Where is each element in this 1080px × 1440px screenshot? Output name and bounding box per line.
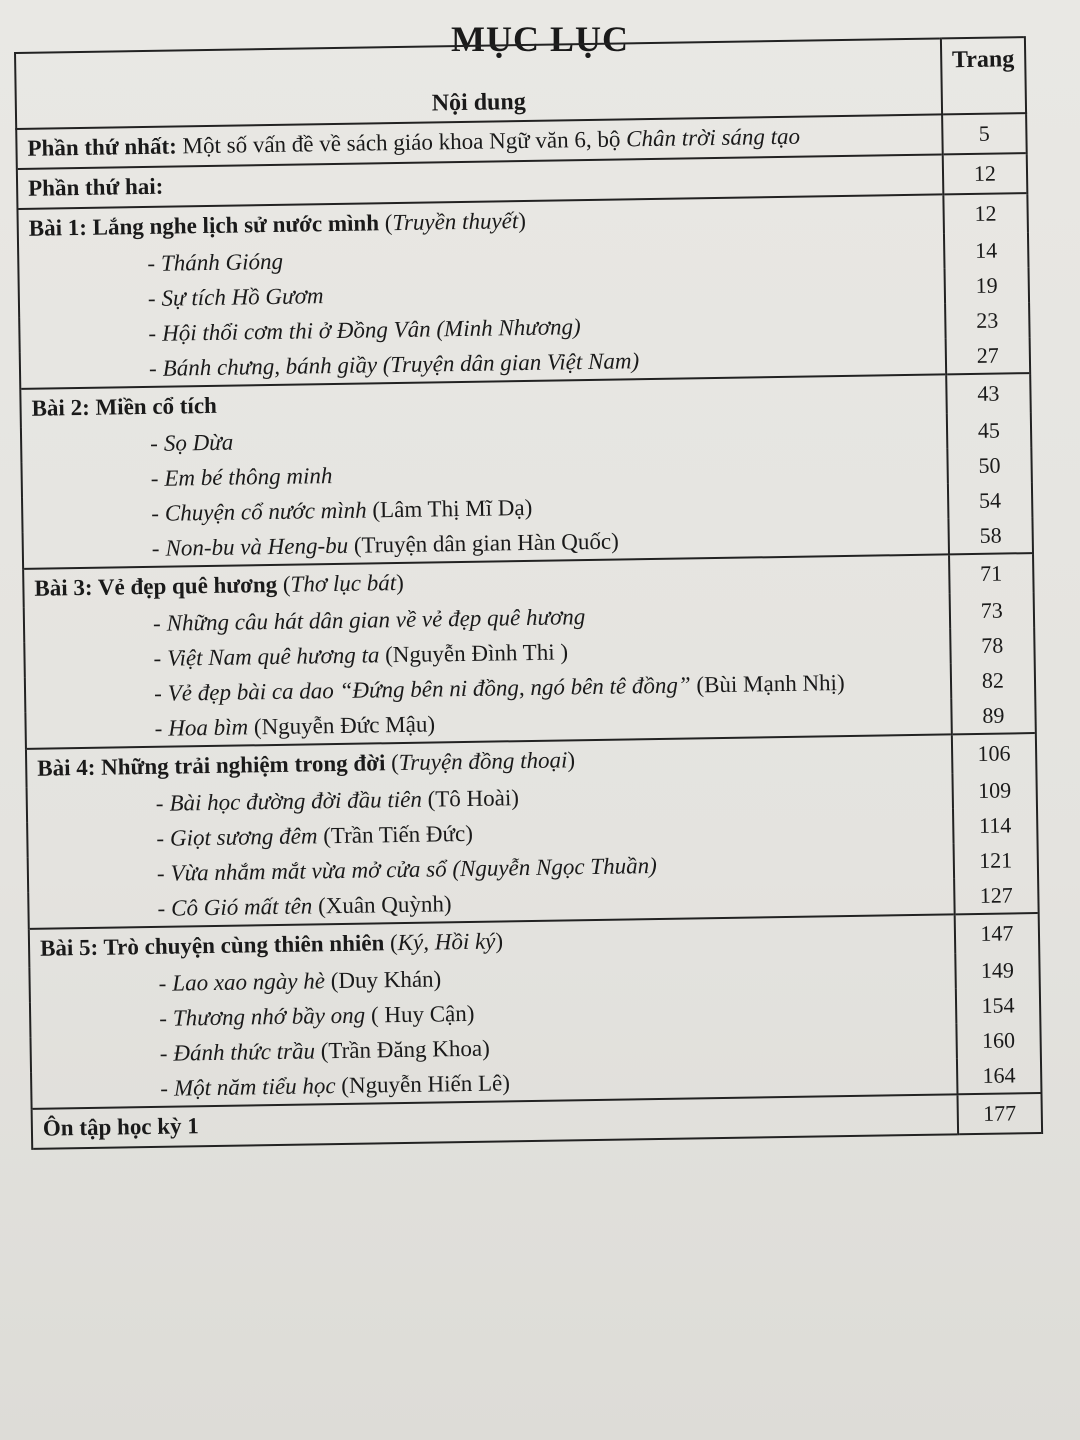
dash-bullet: - [148,320,157,346]
header-content: Nội dung [15,38,942,129]
dash-bullet: - [159,1005,168,1031]
section-genre: Truyền thuyết [392,208,519,236]
dash-bullet: - [156,860,165,886]
page-number: 164 [957,1057,1042,1094]
dash-bullet: - [159,1040,168,1066]
item-italic: Cô Gió mất tên [170,893,313,921]
page-number: 54 [948,482,1033,518]
page-number: 12 [943,193,1028,233]
item-italic: Hội thổi cơm thi ở Đồng Vân (Minh Nhương) [161,314,581,346]
item-text [41,1001,475,1033]
item-italic: Hoa bìm [168,714,249,741]
item-italic: Những câu hát dân gian về vẻ đẹp quê hương [166,604,586,636]
section-genre: Truyện đồng thoại [398,747,568,776]
item-text [29,249,283,278]
dash-bullet: - [155,790,164,816]
item-text [38,785,519,818]
item-italic: Việt Nam quê hương ta [167,642,380,671]
dash-bullet: - [156,825,165,851]
page-number: 78 [950,627,1035,663]
item-author: (Bùi Mạnh Nhị) [690,670,845,698]
item-text [42,1070,510,1102]
section-label: Ôn tập học kỳ 1 [42,1113,200,1141]
item-italic: Bánh chưng, bánh giầy (Truyện dân gian Việt Nam) [162,348,640,381]
section-label: Bài 4: Những trải nghiệm trong đời [37,750,386,781]
page-number: 89 [951,697,1036,734]
section-close: ) [518,207,527,234]
item-author: ( Huy Cận) [365,1000,475,1028]
page-number: 121 [953,842,1038,878]
item-author: (Nguyễn Đình Thi ) [379,639,569,668]
dash-bullet: - [160,1075,169,1101]
item-italic: Đánh thức trầu [173,1038,316,1066]
item-italic: Lao xao ngày hè [172,968,326,996]
section-label: Bài 1: Lắng nghe lịch sử nước mình [28,210,380,241]
section-label: Bài 5: Trò chuyện cùng thiên nhiên [39,930,385,961]
dash-bullet: - [147,285,156,311]
page-number: 106 [952,733,1037,773]
page-number: 154 [956,987,1041,1023]
section-close: ) [567,747,576,773]
page-number: 82 [950,662,1035,698]
page-number: 43 [946,373,1031,413]
item-author: (Tô Hoài) [421,785,520,812]
page-number: 149 [955,952,1040,988]
section-close: ) [495,928,504,954]
section-close: ) [395,569,404,596]
item-text [35,639,568,672]
page-number: 45 [947,412,1032,448]
item-italic: Vừa nhắm mắt vừa mở cửa sổ (Nguyễn Ngọc Thuần) [170,853,657,886]
section-genre: Ký, Hồi ký [397,928,496,956]
section-genre: Thơ lục bát [290,570,397,597]
item-author: (Duy Khán) [324,966,442,994]
dash-bullet: - [153,680,162,706]
item-text [33,495,532,528]
item-text [42,1036,490,1068]
item-italic: Bài học đường đời đầu tiên [169,786,423,816]
page-number: 71 [949,553,1034,593]
section-genre: Chân trời sáng tạo [625,123,801,152]
dash-bullet: - [147,250,156,276]
item-text [30,283,324,313]
dash-bullet: - [151,535,160,561]
item-italic: Thánh Gióng [160,248,284,276]
item-italic: Giọt sương đêm [169,823,318,851]
page-number: 19 [944,267,1029,303]
item-author: (Xuân Quỳnh) [312,891,452,919]
item-italic: Vẻ đẹp bài ca dao “Đứng bên ni đồng, ngó bên tê đồng” [167,672,691,706]
page-number: 23 [945,302,1030,338]
page-number: 177 [957,1093,1042,1134]
item-text [39,891,451,922]
item-text [38,821,473,853]
item-author: (Nguyễn Hiến Lê) [335,1070,511,1099]
section-rest: Một số vấn đề về sách giáo khoa Ngữ văn 6, bộ [176,126,627,159]
item-author: (Trần Tiến Đức) [317,820,474,849]
page-number: 127 [954,877,1039,914]
page-number: 58 [948,517,1033,554]
dash-bullet: - [152,610,161,636]
dash-bullet: - [151,500,160,526]
item-italic: Một năm tiểu học [173,1073,336,1101]
item-text [35,604,586,638]
item-italic: Thương nhớ bầy ong [172,1002,366,1031]
page-title: MỤC LỤC [451,19,629,59]
item-italic: Chuyện cổ nước mình [164,497,367,526]
item-text [36,711,435,742]
item-text [32,430,233,458]
section-label: Phần thứ hai: [27,173,164,201]
item-italic: Em bé thông minh [164,463,333,491]
page-number: 109 [952,772,1037,808]
section-rest: ( [276,571,291,597]
dash-bullet: - [158,970,167,996]
page-number: 73 [949,592,1034,628]
item-author: (Lâm Thị Mĩ Dạ) [366,494,533,523]
page-number: 114 [953,807,1038,843]
toc-table-wrapper [14,36,1043,1150]
dash-bullet: - [157,895,166,921]
page-number: 147 [954,913,1039,953]
dash-bullet: - [148,355,157,381]
toc-table [14,36,1043,1150]
dash-bullet: - [154,715,163,741]
section-rest: ( [385,750,399,776]
item-text [33,463,333,493]
item-text [30,314,581,348]
header-page: Trang [941,37,1026,114]
page-number: 5 [942,113,1027,154]
dash-bullet: - [150,465,159,491]
toc-body [16,113,1042,1149]
item-text [34,529,619,563]
item-author: (Truyện dân gian Hàn Quốc) [347,528,619,558]
section-label: Bài 2: Miền cổ tích [31,392,218,421]
item-author: (Nguyễn Đức Mậu) [247,711,436,740]
section-rest: ( [384,930,398,956]
item-text [39,853,657,888]
item-text [31,348,640,383]
item-italic: Non-bu và Heng-bu [165,532,349,561]
page-number: 27 [945,337,1030,374]
section-rest: ( [378,210,393,236]
page-number: 14 [944,232,1029,268]
page-number: 50 [947,447,1032,483]
item-author: (Trần Đăng Khoa) [314,1035,490,1064]
item-text [40,966,441,997]
page-number: 160 [956,1022,1041,1058]
dash-bullet: - [153,645,162,671]
page-number: 12 [942,153,1027,194]
section-label: Bài 3: Vẻ đẹp quê hương [34,571,278,601]
item-italic: Sự tích Hồ Gươm [161,283,324,311]
section-label: Phần thứ nhất: [27,133,177,161]
item-italic: Sọ Dừa [163,429,234,456]
dash-bullet: - [149,430,159,456]
